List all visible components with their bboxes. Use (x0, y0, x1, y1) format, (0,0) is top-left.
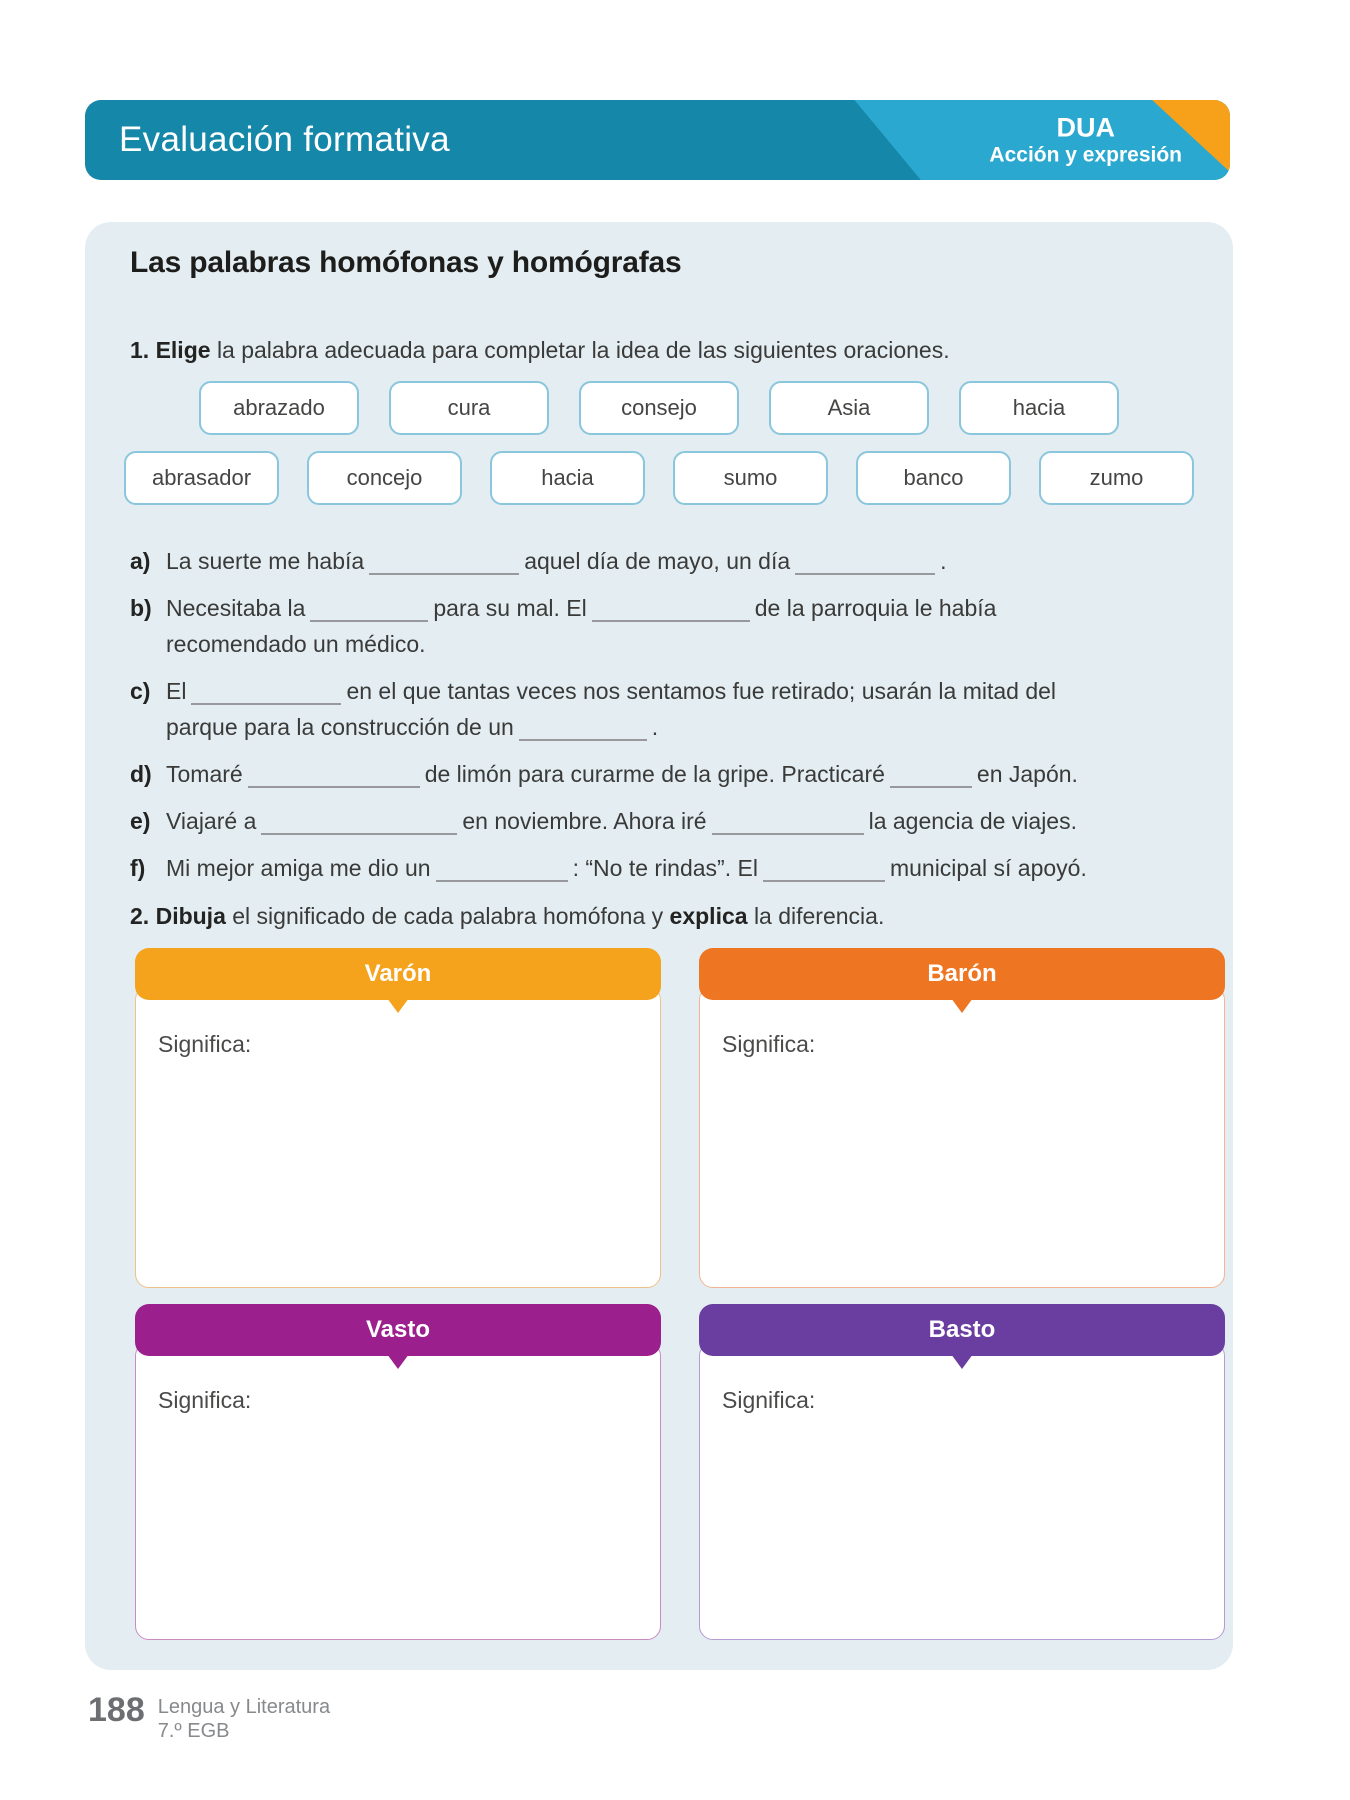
exercise1-instruction (130, 334, 1188, 366)
sentence-list (130, 543, 1188, 886)
sentence-text: municipal sí apoyó. (889, 855, 1087, 881)
sentence-text: . (651, 714, 659, 740)
word-box-basto (699, 1304, 1225, 1640)
sentence-text: Mi mejor amiga me dio un (166, 855, 431, 881)
sentence-text: El (166, 678, 187, 704)
sentence-text: la agencia de viajes. (868, 808, 1077, 834)
sentence-text: de la parroquia le había (754, 595, 997, 621)
worksheet-panel (85, 222, 1233, 1670)
word-chip[interactable]: consejo (579, 381, 739, 435)
worksheet-title: Las palabras homófonas y homógrafas (130, 246, 682, 279)
drawing-boxes-grid (135, 948, 1225, 1640)
exercise2-verb-2: explica (669, 903, 748, 929)
item-label: a) (130, 548, 151, 574)
word-box-header: Barón (699, 948, 1225, 1000)
answer-blank[interactable] (261, 815, 457, 835)
drawing-area[interactable] (135, 986, 661, 1288)
exercise2-instruction-text: el significado de cada palabra homófona y (232, 903, 664, 929)
item-label: c) (130, 678, 151, 704)
sentence-text: Tomaré (166, 761, 243, 787)
sentence-item-c (130, 673, 1188, 745)
sentence-text: en noviembre. Ahora iré (462, 808, 707, 834)
word-box-varon (135, 948, 661, 1288)
sentence-text: para su mal. El (433, 595, 587, 621)
word-chip[interactable]: sumo (673, 451, 828, 505)
word-chip[interactable]: cura (389, 381, 549, 435)
section-title: Evaluación formativa (119, 120, 450, 159)
sentence-item-b (130, 590, 1188, 662)
significa-label: Significa: (722, 1031, 816, 1057)
answer-blank[interactable] (712, 815, 864, 835)
sentence-text: : “No te rindas”. El (572, 855, 758, 881)
section-titlebar (85, 100, 1230, 180)
exercise1-instruction-text: la palabra adecuada para completar la idea de las siguientes oraciones. (216, 337, 950, 363)
word-chip[interactable]: hacia (490, 451, 645, 505)
book-subject: Lengua y Literatura (157, 1696, 331, 1718)
significa-label: Significa: (158, 1387, 252, 1413)
word-chip[interactable]: abrasador (124, 451, 279, 505)
sentence-text: Viajaré a (166, 808, 257, 834)
word-chip[interactable]: banco (856, 451, 1011, 505)
answer-blank[interactable] (519, 721, 647, 741)
exercise2-number: 2. (130, 903, 150, 929)
dua-badge-subtitle: Acción y expresión (989, 143, 1182, 167)
answer-blank[interactable] (763, 862, 885, 882)
item-label: e) (130, 808, 151, 834)
word-box-header: Vasto (135, 1304, 661, 1356)
word-chip[interactable]: hacia (959, 381, 1119, 435)
exercise1-verb: Elige (155, 337, 211, 363)
sentence-text: recomendado un médico. (166, 631, 426, 657)
dua-badge (989, 113, 1182, 168)
word-bank-row-1 (130, 381, 1188, 435)
word-chip[interactable]: Asia (769, 381, 929, 435)
exercise2-instruction-tail: la diferencia. (753, 903, 885, 929)
book-imprint (158, 1692, 330, 1743)
word-box-vasto (135, 1304, 661, 1640)
sentence-text: en el que tantas veces nos sentamos fue retirado; usarán la mitad del (346, 678, 1057, 704)
page-footer (88, 1692, 330, 1743)
sentence-text: en Japón. (976, 761, 1078, 787)
significa-label: Significa: (158, 1031, 252, 1057)
word-chip[interactable]: abrazado (199, 381, 359, 435)
sentence-text: Necesitaba la (166, 595, 306, 621)
dua-badge-title: DUA (1056, 112, 1115, 143)
sentence-item-e (130, 803, 1188, 839)
drawing-area[interactable] (699, 986, 1225, 1288)
page-number: 188 (88, 1691, 145, 1729)
drawing-area[interactable] (135, 1342, 661, 1640)
book-grade: 7.º EGB (157, 1720, 230, 1742)
answer-blank[interactable] (795, 555, 935, 575)
exercise1-number: 1. (130, 337, 150, 363)
exercise2-instruction (130, 900, 1188, 932)
word-bank-row-2 (118, 451, 1200, 505)
answer-blank[interactable] (592, 602, 750, 622)
word-chip[interactable]: zumo (1039, 451, 1194, 505)
sentence-text: de limón para curarme de la gripe. Practicaré (424, 761, 885, 787)
word-box-header: Varón (135, 948, 661, 1000)
answer-blank[interactable] (191, 685, 341, 705)
answer-blank[interactable] (310, 602, 428, 622)
sentence-text: aquel día de mayo, un día (524, 548, 791, 574)
sentence-text: parque para la construcción de un (166, 714, 514, 740)
word-box-header: Basto (699, 1304, 1225, 1356)
significa-label: Significa: (722, 1387, 816, 1413)
item-label: f) (130, 855, 146, 881)
sentence-text: La suerte me había (166, 548, 365, 574)
answer-blank[interactable] (890, 768, 972, 788)
sentence-item-a (130, 543, 1188, 579)
sentence-text: . (940, 548, 947, 574)
word-chip[interactable]: concejo (307, 451, 462, 505)
answer-blank[interactable] (248, 768, 420, 788)
drawing-area[interactable] (699, 1342, 1225, 1640)
item-label: b) (130, 595, 152, 621)
exercise2-verb: Dibuja (155, 903, 226, 929)
word-box-baron (699, 948, 1225, 1288)
answer-blank[interactable] (436, 862, 568, 882)
sentence-item-f (130, 850, 1188, 886)
answer-blank[interactable] (369, 555, 519, 575)
sentence-item-d (130, 756, 1188, 792)
item-label: d) (130, 761, 152, 787)
